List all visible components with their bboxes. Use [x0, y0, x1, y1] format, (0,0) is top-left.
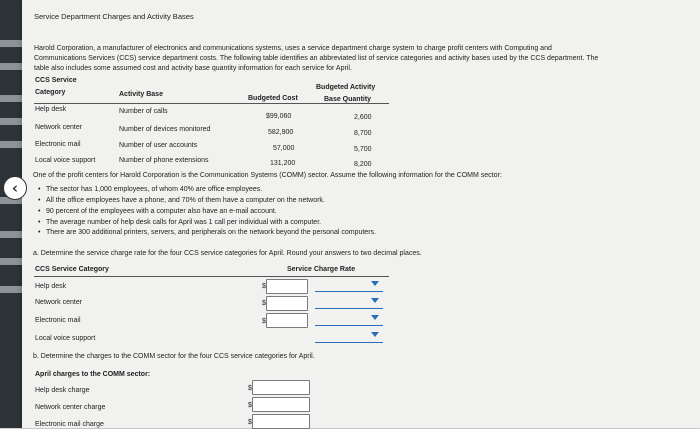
caret-down-icon — [371, 281, 379, 286]
currency-symbol: $ — [262, 300, 266, 307]
table-cell-base: Number of user accounts — [119, 142, 198, 149]
caret-down-icon — [371, 298, 379, 303]
comm-intro: One of the profit centers for Harold Corporation is the Communication Systems (COMM) sector. Assume the following information for the COMM sector: — [33, 172, 502, 179]
caret-down-icon — [371, 332, 379, 337]
bullet-item: • All the office employees have a phone, and 70% of them have a computer on the network. — [46, 196, 325, 205]
charge-input-help-desk[interactable] — [252, 380, 310, 395]
part-b-heading: April charges to the COMM sector: — [35, 371, 151, 378]
currency-symbol: $ — [262, 283, 266, 290]
part-a-prompt: a. Determine the service charge rate for the four CCS service categories for April. Round your answers to two decimal places. — [33, 250, 422, 257]
table-cell-qty: 2,600 — [354, 114, 372, 121]
table-header-quantity: Budgeted Activity — [316, 84, 376, 91]
unit-dropdown-network-center[interactable] — [315, 294, 383, 309]
table-cell-cost: 57,000 — [273, 145, 295, 152]
back-button[interactable] — [3, 176, 27, 200]
table-cell-qty: 8,700 — [354, 130, 372, 137]
intro-line: Harold Corporation, a manufacturer of electronics and communications systems, uses a service department charge system to charge profit centers with Computing and — [34, 45, 552, 52]
table-cell-category: Help desk — [35, 106, 67, 113]
unit-dropdown-help-desk[interactable] — [315, 277, 383, 292]
table-header-category: Category — [35, 89, 66, 96]
left-bar-stripe — [0, 141, 22, 148]
table-cell-category: Local voice support — [35, 157, 96, 164]
bullet-item: • The average number of help desk calls for April was 1 call per individual with a computer. — [46, 218, 321, 227]
bullet-item: • There are 300 additional printers, servers, and peripherals on the network beyond the personal computers. — [46, 228, 376, 237]
part-b-prompt: b. Determine the charges to the COMM sector for the four CCS service categories for April. — [33, 353, 315, 360]
app-left-bar — [0, 0, 22, 428]
left-bar-stripe — [0, 286, 22, 293]
currency-symbol: $ — [248, 419, 252, 426]
left-bar-stripe — [0, 231, 22, 238]
table-cell-base: Number of devices monitored — [119, 126, 211, 133]
currency-symbol: $ — [248, 402, 252, 409]
table-cell-category: Network center — [35, 124, 83, 131]
part-a-row-label: Help desk — [35, 283, 67, 290]
left-bar-stripe — [0, 63, 22, 70]
charge-input-electronic-mail[interactable] — [252, 414, 310, 429]
part-a-row-label: Local voice support — [35, 335, 96, 342]
part-a-col-category: CCS Service Category — [35, 266, 109, 273]
left-bar-stripe — [0, 258, 22, 265]
table-header-quantity: Base Quantity — [324, 96, 372, 103]
part-a-row-label: Electronic mail — [35, 317, 81, 324]
table-cell-cost: $99,060 — [266, 113, 292, 120]
table-cell-qty: 8,200 — [354, 161, 372, 168]
problem-page — [22, 0, 700, 428]
charge-input-network-center[interactable] — [252, 397, 310, 412]
table-cell-base: Number of calls — [119, 108, 168, 115]
part-b-row-label: Network center charge — [35, 404, 106, 411]
page-title: Service Department Charges and Activity Bases — [34, 12, 194, 21]
rate-input-electronic-mail[interactable] — [266, 313, 308, 328]
table-cell-cost: 582,900 — [268, 129, 294, 136]
table-header-budgeted-cost: Budgeted Cost — [248, 95, 298, 102]
caret-down-icon — [371, 315, 379, 320]
table-cell-base: Number of phone extensions — [119, 157, 209, 164]
left-bar-stripe — [0, 118, 22, 125]
bullet-item: • The sector has 1,000 employees, of whom 40% are office employees. — [46, 185, 262, 194]
table-cell-category: Electronic mail — [35, 141, 81, 148]
part-a-row-label: Network center — [35, 299, 83, 306]
chevron-left-icon: ‹ — [11, 179, 19, 197]
left-bar-stripe — [0, 40, 22, 47]
bullet-item: • 90 percent of the employees with a computer also have an e-mail account. — [46, 207, 277, 216]
rate-input-help-desk[interactable] — [266, 279, 308, 294]
table-cell-qty: 5,700 — [354, 146, 372, 153]
intro-line: table also includes some assumed cost and activity base quantity information for each service for April. — [34, 65, 352, 72]
table-header-category: CCS Service — [35, 77, 77, 84]
table-header-rule — [34, 103, 389, 104]
currency-symbol: $ — [262, 318, 266, 325]
part-b-row-label: Help desk charge — [35, 387, 90, 394]
currency-symbol: $ — [248, 385, 252, 392]
left-bar-stripe — [0, 95, 22, 102]
rate-input-network-center[interactable] — [266, 296, 308, 311]
part-b-row-label: Electronic mail charge — [35, 421, 104, 428]
unit-dropdown-local-voice-support[interactable] — [315, 328, 383, 343]
table-cell-cost: 131,200 — [270, 160, 296, 167]
table-header-activity-base: Activity Base — [119, 91, 163, 98]
unit-dropdown-electronic-mail[interactable] — [315, 311, 383, 326]
intro-line: Communications Services (CCS) service department costs. The following table identifies an abbreviated list of service categories and activity bases used by the CCS department. The — [34, 55, 599, 62]
part-a-col-rate: Service Charge Rate — [287, 266, 356, 273]
